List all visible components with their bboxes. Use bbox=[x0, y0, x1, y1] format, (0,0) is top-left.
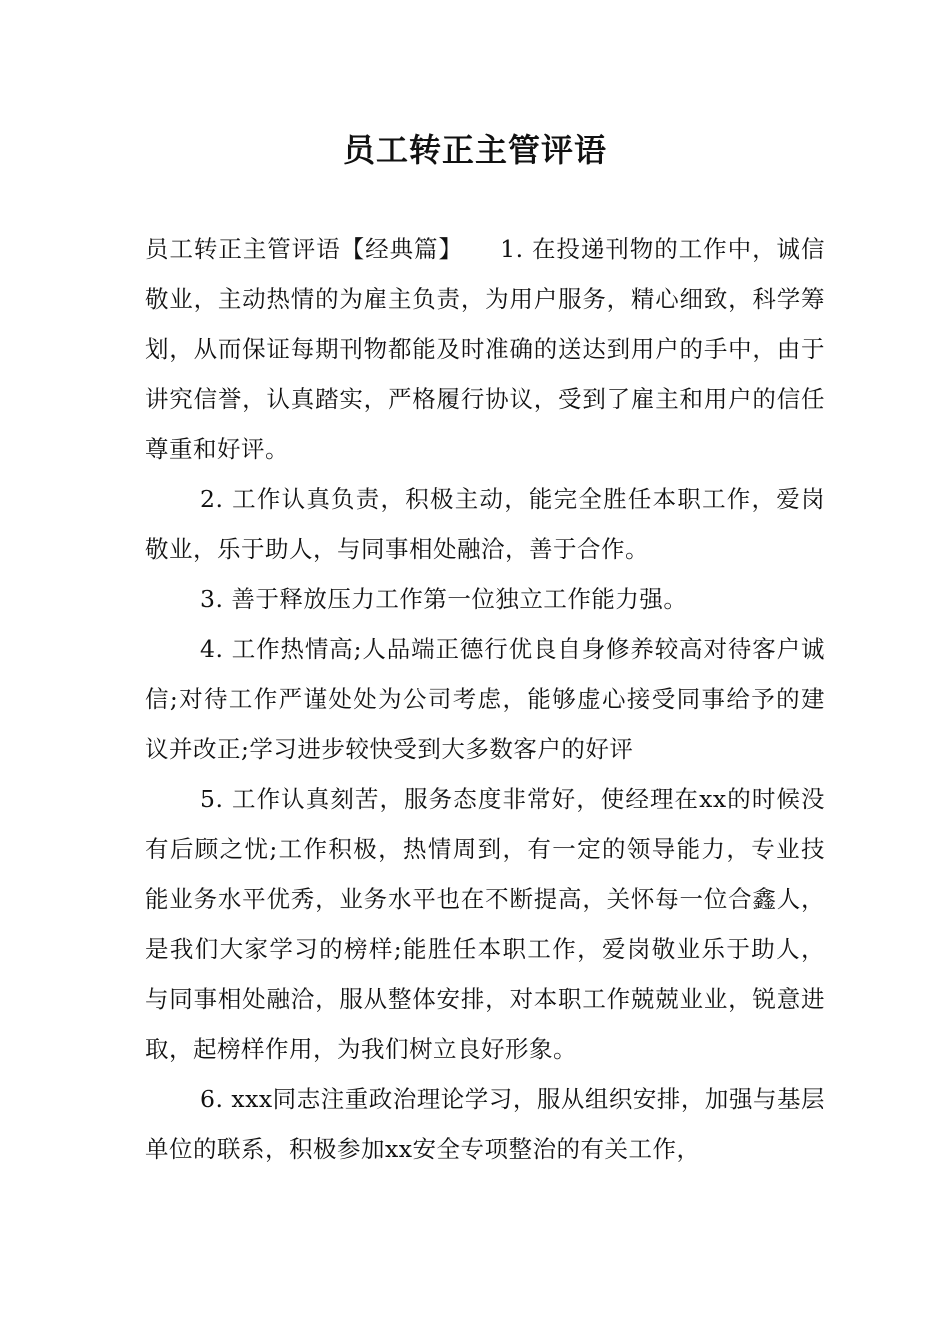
paragraph-item-3: 3. 善于释放压力工作第一位独立工作能力强。 bbox=[200, 585, 688, 613]
document-title: 员工转正主管评语 bbox=[342, 131, 607, 169]
document-body bbox=[145, 224, 825, 1174]
paragraph-item-4: 4. 工作热情高;人品端正德行优良自身修养较高对待客户诚信;对待工作严谨处处为公司考虑，能够虚心接受同事给予的建议并改正;学习进步较快受到大多数客户的好评 bbox=[145, 635, 825, 763]
paragraph-intro: 员工转正主管评语【经典篇】 1. 在投递刊物的工作中，诚信敬业，主动热情的为雇主负责，为用户服务，精心细致，科学筹划，从而保证每期刊物都能及时准确的送达到用户的手中，由于讲究信誉，认真踏实，严格履行协议，受到了雇主和用户的信任尊重和好评。 bbox=[145, 235, 825, 463]
paragraph-item-2: 2. 工作认真负责，积极主动，能完全胜任本职工作，爱岗敬业，乐于助人，与同事相处融洽，善于合作。 bbox=[145, 485, 825, 563]
paragraph-item-5: 5. 工作认真刻苦，服务态度非常好，使经理在xx的时候没有后顾之忧;工作积极，热情周到，有一定的领导能力，专业技能业务水平优秀，业务水平也在不断提高，关怀每一位合鑫人，是我们大家学习的榜样;能胜任本职工作，爱岗敬业乐于助人，与同事相处融洽，服从整体安排，对本职工作兢兢业业，锐意进取，起榜样作用，为我们树立良好形象。 bbox=[145, 785, 825, 1063]
paragraph-item-6: 6. xxx同志注重政治理论学习，服从组织安排，加强与基层单位的联系，积极参加xx安全专项整治的有关工作， bbox=[145, 1085, 825, 1163]
